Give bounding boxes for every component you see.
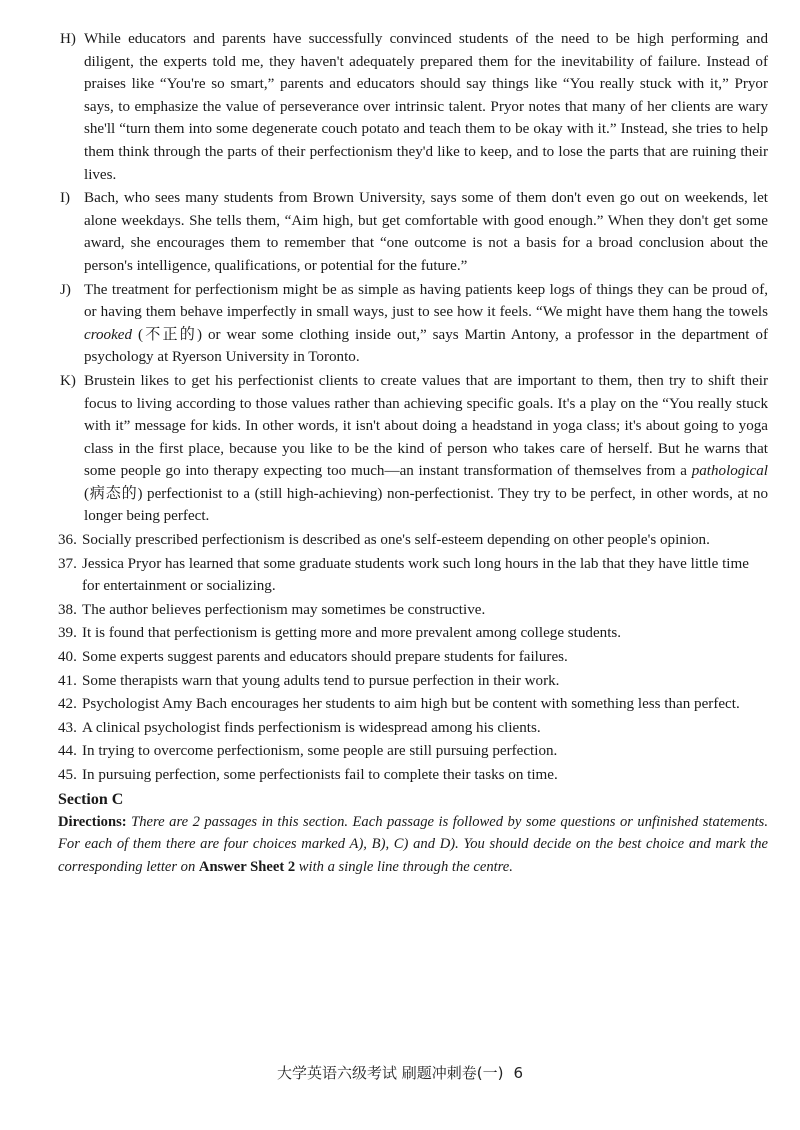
question-text: In pursuing perfection, some perfectionists fail to complete their tasks on time. (82, 767, 558, 783)
paragraph-italic-word: crooked (84, 326, 133, 343)
paragraph-letter: J) (60, 281, 71, 298)
paragraph-i (60, 187, 768, 277)
directions-answer-sheet: Answer Sheet 2 (198, 858, 296, 875)
paragraph-text: (不正的) or wear some clothing inside out,” says Martin Antony, a professor in the department of psychology at Ryerson University in Toronto. (84, 326, 768, 366)
paragraph-text: The treatment for perfectionism might be as simple as having patients keep logs of things they can be proud of, or having them behave imperfectly in small ways, just to see how it feels. “We might have them hang the towels (84, 281, 768, 321)
question-text: Psychologist Amy Bach encourages her students to aim high but be content with something less than perfect. (82, 696, 740, 713)
question-39 (60, 622, 768, 645)
paragraph-letter: H) (60, 31, 76, 47)
document-page (60, 28, 768, 878)
paragraph-k (60, 370, 768, 528)
question-44 (60, 740, 768, 763)
question-number: 38. (58, 601, 77, 618)
paragraph-j (60, 279, 768, 369)
paragraph-text: Brustein likes to get his perfectionist clients to create values that are important to them, then try to shift their focus to living according to those values rather than achieving specific goals. It's a play on the “You really stuck with it” message for kids. In other words, it isn't about doing a headstand in yoga class; it's about going to yoga class in the first place, because you like to be the kind of person who takes care of herself. But he warns that some people go into therapy expecting too much—an instant transformation of themselves from a (84, 372, 768, 480)
directions-text: There are 2 passages in this section. Each passage is followed by some questions or unfinished statements. For each of them there are four choices marked A), B), C) and D). You should decide on the best choice and mark the corresponding letter on (58, 813, 768, 875)
question-text: Some experts suggest parents and educators should prepare students for failures. (82, 649, 568, 666)
question-number: 37. (58, 555, 77, 572)
page-footer (0, 1062, 800, 1083)
question-number: 39. (58, 625, 77, 642)
paragraph-letter: K) (60, 372, 76, 389)
question-43 (60, 717, 768, 740)
question-text: In trying to overcome perfectionism, some people are still pursuing perfection. (82, 743, 558, 760)
question-number: 36. (58, 532, 77, 549)
question-number: 45. (58, 767, 77, 783)
directions-text: with a single line through the centre. (295, 858, 513, 875)
question-number: 42. (58, 696, 77, 713)
question-text: Socially prescribed perfectionism is described as one's self-esteem depending on other people's opinion. (82, 532, 710, 549)
paragraph-text: Bach, who sees many students from Brown University, says some of them don't even go out on weekends, let alone weekdays. She tells them, “Aim high, but get comfortable with good enough.” When they don't get some award, she encourages them to remember that “one outcome is not a basis for a broad conclusion about the person's intelligence, qualifications, or potential for the future.” (84, 190, 768, 274)
question-text: The author believes perfectionism may sometimes be constructive. (82, 601, 486, 618)
section-title: Section C (58, 790, 124, 808)
directions-label: Directions: (58, 813, 127, 830)
question-number: 43. (58, 719, 77, 736)
section-directions (58, 811, 768, 879)
question-number: 40. (58, 649, 77, 666)
question-text: A clinical psychologist finds perfectionism is widespread among his clients. (82, 719, 541, 736)
paragraph-text: (病态的) perfectionist to a (still high-achieving) non-perfectionist. They try to be perfect, in other words, at no longer being perfect. (84, 485, 768, 525)
question-number: 41. (58, 672, 77, 689)
question-number: 44. (58, 743, 77, 760)
page-number: 6 (513, 1064, 524, 1082)
question-40 (60, 646, 768, 669)
question-41 (60, 670, 768, 693)
question-text: Some therapists warn that young adults tend to pursue perfection in their work. (82, 672, 560, 689)
paragraph-h (60, 28, 768, 186)
question-42 (60, 693, 768, 716)
question-38 (60, 599, 768, 622)
question-45 (60, 764, 768, 787)
question-text: It is found that perfectionism is getting more and more prevalent among college students. (82, 625, 622, 642)
footer-title: 大学英语六级考试 刷题冲刺卷(一) (276, 1064, 504, 1082)
question-36 (60, 529, 768, 552)
question-37 (60, 553, 768, 598)
paragraph-italic-word: pathological (691, 463, 768, 480)
paragraph-text: While educators and parents have successfully convinced students of the need to be high performing and diligent, the experts told me, they haven't adequately prepared them for the inevitability of failure. Instead of praises like “You're so smart,” parents and educators should say things like “You really stuck with it,” Pryor says, to emphasize the value of perseverance over intrinsic talent. Pryor notes that many of her clients are wary she'll “turn them into some degenerate couch potato and teach them to be okay with it.” Instead, she tries to help them think through the parts of their perfectionism they'd like to keep, and to lose the parts that are ruining their lives. (84, 31, 768, 183)
question-text: Jessica Pryor has learned that some graduate students work such long hours in the lab that they have little time for entertainment or socializing. (82, 555, 749, 595)
paragraph-letter: I) (60, 190, 71, 207)
